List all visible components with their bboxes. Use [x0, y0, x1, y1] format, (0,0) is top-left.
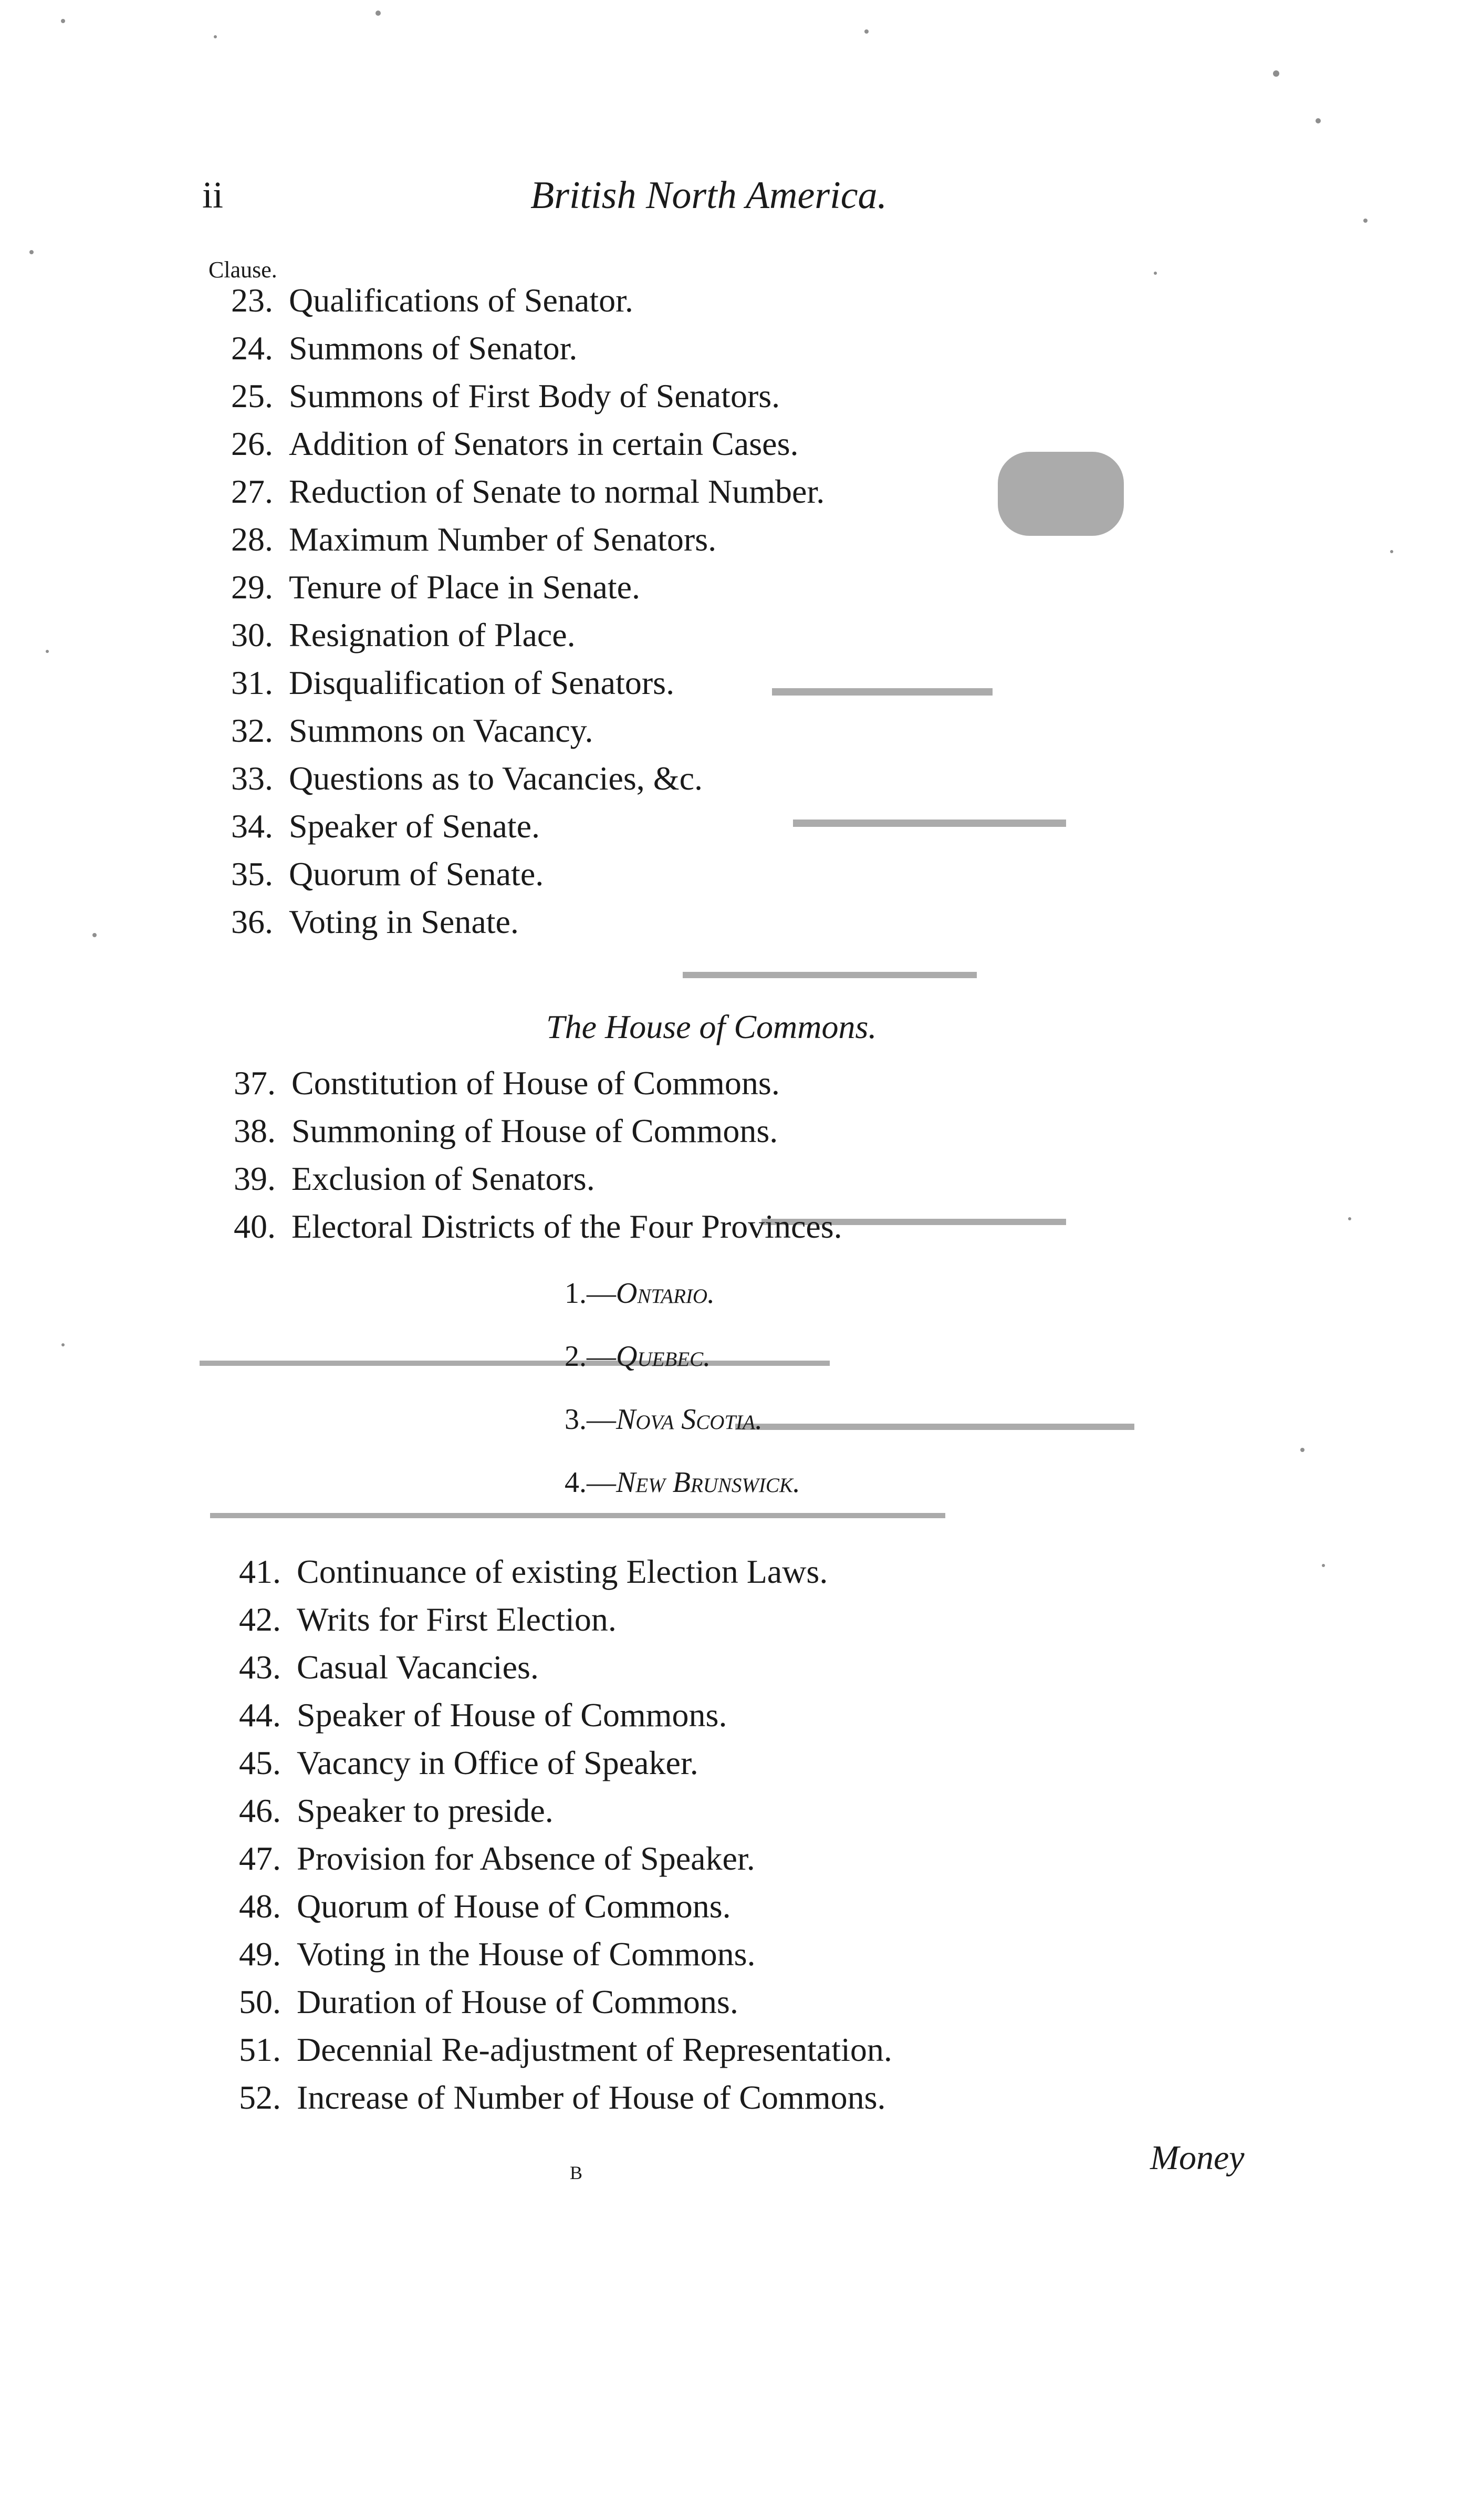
section-heading-house-of-commons: The House of Commons. — [546, 1008, 877, 1045]
clause-number: 23. — [231, 282, 273, 319]
province-number: 1.— — [565, 1277, 616, 1310]
toc-entry-25 — [231, 377, 780, 416]
toc-entry-35 — [231, 855, 544, 894]
toc-entry-27 — [231, 472, 825, 511]
clause-title: Vacancy in Office of Speaker. — [297, 1744, 698, 1781]
clause-number: 37. — [234, 1064, 276, 1102]
toc-entry-42 — [239, 1600, 617, 1639]
clause-number: 29. — [231, 568, 273, 606]
clause-number: 25. — [231, 377, 273, 414]
clause-number: 50. — [239, 1983, 281, 2020]
toc-entry-50 — [239, 1983, 738, 2021]
clause-number: 30. — [231, 616, 273, 654]
clause-title: Summons of First Body of Senators. — [289, 377, 780, 414]
clause-title: Summons of Senator. — [289, 329, 578, 367]
clause-number: 51. — [239, 2031, 281, 2068]
province-number: 4.— — [565, 1466, 616, 1499]
clause-title: Addition of Senators in certain Cases. — [289, 425, 799, 462]
clause-title: Writs for First Election. — [297, 1601, 617, 1638]
toc-entry-30 — [231, 616, 576, 655]
toc-entry-24 — [231, 329, 577, 368]
clause-number: 40. — [234, 1208, 276, 1245]
toc-entry-31 — [231, 663, 674, 702]
clause-number: 44. — [239, 1696, 281, 1734]
clause-title: Qualifications of Senator. — [289, 282, 633, 319]
province-name: Ontario. — [616, 1277, 715, 1310]
clause-number: 46. — [239, 1792, 281, 1829]
clause-title: Decennial Re-adjustment of Representation. — [297, 2031, 892, 2068]
toc-entry-33 — [231, 759, 703, 798]
clause-number: 41. — [239, 1553, 281, 1590]
clause-title: Reduction of Senate to normal Number. — [289, 473, 825, 510]
toc-entry-40 — [234, 1207, 842, 1246]
clause-title: Speaker of House of Commons. — [297, 1696, 727, 1734]
province-heading-ontario — [565, 1277, 715, 1310]
clause-title: Speaker to preside. — [297, 1792, 554, 1829]
toc-entry-51 — [239, 2030, 892, 2069]
clause-title: Exclusion of Senators. — [291, 1160, 595, 1197]
province-name: New Brunswick. — [616, 1466, 800, 1499]
catchword: Money — [1150, 2139, 1245, 2177]
clause-title: Summons on Vacancy. — [289, 712, 593, 749]
province-heading-quebec — [565, 1340, 711, 1373]
toc-entry-49 — [239, 1935, 756, 1974]
clause-title: Provision for Absence of Speaker. — [297, 1840, 755, 1877]
clause-number: 43. — [239, 1648, 281, 1686]
clause-number: 32. — [231, 712, 273, 749]
province-number: 2.— — [565, 1340, 616, 1373]
clause-number: 31. — [231, 664, 273, 701]
toc-entry-46 — [239, 1791, 554, 1830]
clause-number: 27. — [231, 473, 273, 510]
clause-title: Electoral Districts of the Four Provinces. — [291, 1208, 842, 1245]
toc-entry-43 — [239, 1648, 539, 1687]
clause-number: 45. — [239, 1744, 281, 1781]
clause-number: 36. — [231, 903, 273, 940]
clause-title: Casual Vacancies. — [297, 1648, 539, 1686]
clause-title: Maximum Number of Senators. — [289, 521, 717, 558]
clause-title: Voting in the House of Commons. — [297, 1935, 756, 1973]
toc-entry-39 — [234, 1159, 595, 1198]
toc-entry-37 — [234, 1064, 780, 1103]
clause-number: 34. — [231, 807, 273, 845]
province-heading-new-brunswick — [565, 1466, 800, 1499]
clause-number: 26. — [231, 425, 273, 462]
clause-number: 42. — [239, 1601, 281, 1638]
clause-number: 48. — [239, 1888, 281, 1925]
clause-title: Quorum of House of Commons. — [297, 1888, 731, 1925]
clause-title: Tenure of Place in Senate. — [289, 568, 641, 606]
toc-entry-45 — [239, 1744, 698, 1782]
clause-title: Speaker of Senate. — [289, 807, 540, 845]
clause-number: 49. — [239, 1935, 281, 1973]
clause-title: Duration of House of Commons. — [297, 1983, 738, 2020]
toc-entry-36 — [231, 903, 519, 941]
toc-entry-34 — [231, 807, 540, 846]
province-name: Quebec. — [616, 1340, 711, 1373]
clause-number: 52. — [239, 2079, 281, 2116]
clause-title: Disqualification of Senators. — [289, 664, 675, 701]
clause-number: 28. — [231, 521, 273, 558]
toc-entry-32 — [231, 711, 593, 750]
signature-mark: B — [570, 2162, 583, 2183]
province-number: 3.— — [565, 1403, 616, 1436]
page-number: ii — [202, 174, 224, 216]
clause-title: Resignation of Place. — [289, 616, 576, 654]
clause-number: 38. — [234, 1112, 276, 1149]
toc-entry-41 — [239, 1552, 828, 1591]
toc-entry-23 — [231, 281, 633, 320]
clause-title: Constitution of House of Commons. — [291, 1064, 780, 1102]
toc-entry-38 — [234, 1112, 778, 1150]
province-heading-nova-scotia — [565, 1403, 763, 1436]
clause-number: 39. — [234, 1160, 276, 1197]
clause-title: Questions as to Vacancies, &c. — [289, 760, 703, 797]
clause-title: Quorum of Senate. — [289, 855, 544, 893]
toc-entry-47 — [239, 1839, 755, 1878]
clause-column-label: Clause. — [208, 257, 277, 283]
province-name: Nova Scotia. — [616, 1403, 763, 1436]
clause-number: 33. — [231, 760, 273, 797]
clause-number: 35. — [231, 855, 273, 893]
clause-title: Voting in Senate. — [289, 903, 519, 940]
clause-title: Continuance of existing Election Laws. — [297, 1553, 828, 1590]
toc-entry-52 — [239, 2078, 886, 2117]
running-title: British North America. — [530, 174, 888, 217]
toc-entry-29 — [231, 568, 640, 607]
toc-entry-48 — [239, 1887, 731, 1926]
clause-number: 47. — [239, 1840, 281, 1877]
clause-title: Increase of Number of House of Commons. — [297, 2079, 886, 2116]
toc-entry-26 — [231, 424, 798, 463]
clause-number: 24. — [231, 329, 273, 367]
toc-entry-28 — [231, 520, 716, 559]
toc-entry-44 — [239, 1696, 727, 1735]
clause-title: Summoning of House of Commons. — [291, 1112, 778, 1149]
